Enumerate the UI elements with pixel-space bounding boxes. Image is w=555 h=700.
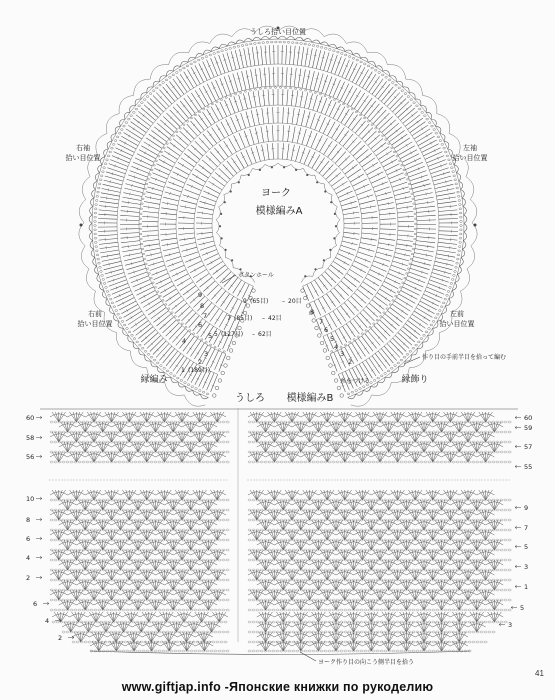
back-right-row-59: 59 (524, 424, 533, 432)
svg-text:(189目): (189目) (188, 367, 211, 374)
back-right-row-9: 9 (524, 504, 529, 512)
svg-text:(127目): (127目) (221, 331, 244, 338)
svg-text:5: 5 (214, 331, 218, 338)
back-left-row-4: 4 (45, 617, 50, 625)
back-bottom-note: ヨーク作り目の向こう側半目を拾う (318, 659, 415, 666)
stitch-count-9 (243, 297, 302, 305)
back-left-row-10: 10 (26, 495, 35, 503)
right-front-label-1: 右前 (88, 310, 102, 318)
svg-text:(65目): (65目) (250, 298, 269, 305)
left-sleeve-label-2: 拾い目位置 (452, 154, 488, 162)
yoke-left-row-3: 3 (204, 350, 209, 358)
back-left-row-4: 4 (26, 554, 31, 562)
left-front-label-1: 左前 (450, 310, 464, 318)
stitch-count-7 (227, 314, 282, 322)
back-right-row-3: 3 (508, 621, 513, 629)
svg-text:42目: 42目 (268, 315, 282, 322)
svg-text:–: – (262, 315, 265, 322)
yoke-left-row-4: 4 (182, 337, 187, 345)
yoke-left-row-9: 9 (198, 291, 203, 299)
left-front-label-2: 拾い目位置 (439, 320, 475, 328)
back-right-row-5: 5 (524, 543, 529, 551)
footer-site-credit: www.giftjap.info -Японские книжки по рукоделию (121, 680, 434, 694)
yoke-left-row-5: 5 (208, 332, 213, 340)
yoke-right-row-4: 4 (334, 343, 339, 351)
back-right-row-55: 55 (524, 463, 533, 471)
right-sleeve-label-2: 拾い目位置 (65, 154, 101, 162)
yoke-right-row-7: 7 (319, 318, 324, 326)
yoke-right-row-5: 5 (330, 335, 335, 343)
yoke-left-row-8: 8 (200, 302, 205, 310)
svg-text:7: 7 (227, 315, 231, 322)
back-left-row-60: 60 (26, 414, 35, 422)
yoke-left-row-2: 2 (198, 358, 203, 366)
edging-trim-label: 縁飾り (401, 375, 429, 385)
edging-label: 縁編み (140, 375, 168, 385)
yoke-right-row-3: 3 (340, 350, 345, 358)
svg-text:1: 1 (181, 367, 185, 374)
back-pattern-label: 模様編みB (286, 393, 334, 404)
yoke-right-row-2: 2 (348, 358, 353, 366)
back-right-row-7: 7 (524, 524, 529, 532)
right-front-label-2: 拾い目位置 (77, 320, 113, 328)
back-pickup-label: うしろ拾い目位置 (250, 28, 306, 36)
back-left-row-2: 2 (58, 634, 63, 642)
back-right-row-numbers (499, 414, 532, 629)
attach-thread-label: 糸をつける (340, 378, 371, 385)
pickup-note-label: 作り目の手前半目を拾って編む (422, 354, 507, 361)
right-sleeve-label-1: 右袖 (76, 144, 90, 152)
yoke-left-row-7: 7 (203, 312, 208, 320)
svg-text:62目: 62目 (258, 331, 272, 338)
yoke-right-row-6: 6 (324, 326, 329, 334)
yoke-title: ヨーク (261, 188, 291, 199)
stitch-count-5 (214, 330, 272, 338)
back-left-row-6: 6 (26, 535, 31, 543)
back-body-chart (40, 408, 518, 655)
svg-text:–: – (282, 298, 285, 305)
buttonhole-label: ボタンホール (238, 272, 274, 279)
left-sleeve-label-1: 左袖 (463, 144, 477, 152)
back-right-row-5: 5 (520, 604, 525, 612)
back-left-row-6: 6 (33, 600, 38, 608)
svg-text:–: – (252, 331, 255, 338)
yoke-right-row-8: 8 (310, 308, 315, 316)
yoke-right-row-numbers (310, 308, 352, 366)
back-right-row-1: 1 (524, 583, 529, 591)
yoke-pattern-label: 模様編みA (255, 206, 303, 217)
back-left-row-58: 58 (26, 434, 35, 442)
back-left-row-56: 56 (26, 453, 35, 461)
back-right-row-3: 3 (524, 563, 529, 571)
back-right-row-57: 57 (524, 443, 533, 451)
yoke-left-row-6: 6 (198, 321, 203, 329)
back-left-row-8: 8 (26, 516, 31, 524)
back-title: うしろ (235, 393, 265, 404)
svg-text:(85目): (85目) (234, 315, 253, 322)
svg-text:9: 9 (243, 298, 247, 305)
svg-text:20目: 20目 (288, 298, 302, 305)
back-right-row-60: 60 (524, 414, 533, 422)
page-number: 41 (535, 669, 544, 678)
back-left-row-2: 2 (26, 574, 31, 582)
